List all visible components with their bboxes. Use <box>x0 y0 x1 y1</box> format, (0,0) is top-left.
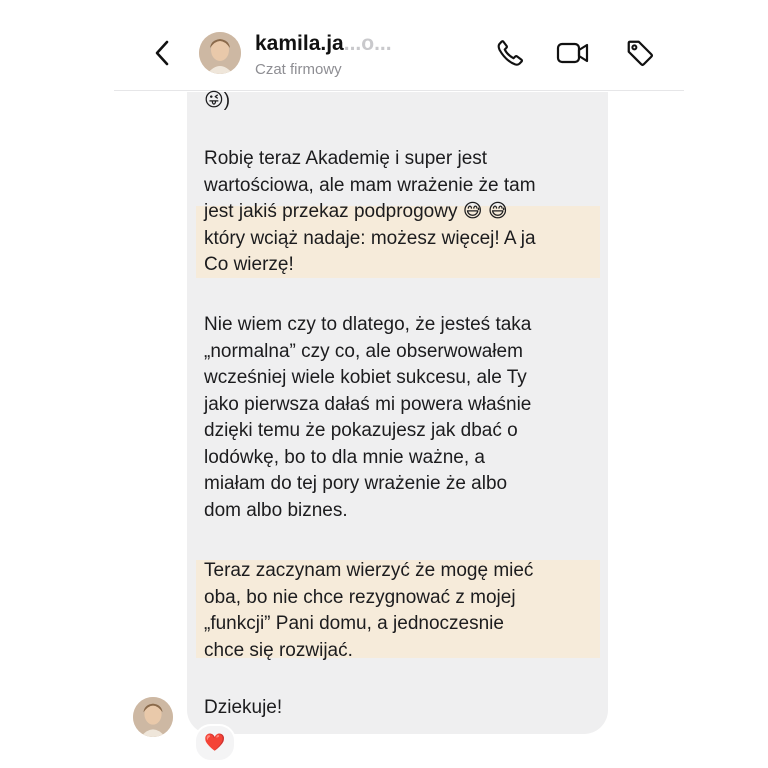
contact-avatar[interactable] <box>199 32 241 74</box>
contact-name[interactable]: kamila.ja...o... <box>255 32 392 55</box>
chat-header <box>0 0 768 92</box>
video-camera-icon <box>556 39 590 67</box>
call-button[interactable] <box>492 36 528 70</box>
back-button[interactable] <box>148 36 176 70</box>
chevron-left-icon <box>154 39 170 67</box>
message-text: Robię teraz Akademię i super jest wartościowa, ale mam wrażenie że tam jest jakiś przekaz podprogowy 😅 😅 który wciąż nadaje: możesz więcej! A ja Co wierzę! <box>204 148 536 275</box>
message-text: Teraz zaczynam wierzyć że mogę mieć oba, bo nie chce rezygnować z mojej „funkcji” Pani domu, a jednoczesnie chce się rozwijać. <box>204 560 534 661</box>
heart-reaction[interactable] <box>194 724 236 762</box>
chat-subtitle: Czat firmowy <box>255 61 342 78</box>
header-divider <box>114 90 684 91</box>
heart-icon: ❤️ <box>204 733 226 752</box>
phone-icon <box>495 38 525 68</box>
message-text: Nie wiem czy to dlatego, że jesteś taka „normalna” czy co, ale obserwowałem wcześniej wiele kobiet sukcesu, ale Ty jako pierwsza dałaś mi powera właśnie dzięki temu że pokazujesz jak dbać o lodówkę, bo to dla mnie ważne, a miałam do tej pory wrażenie że albo dom albo biznes. <box>204 314 532 521</box>
tag-icon <box>625 38 655 68</box>
message-text: Dziekuje! <box>204 697 283 718</box>
sender-avatar[interactable] <box>133 697 173 737</box>
message-text: 😜) <box>204 90 231 111</box>
video-call-button[interactable] <box>555 36 591 70</box>
label-button[interactable] <box>622 36 658 70</box>
